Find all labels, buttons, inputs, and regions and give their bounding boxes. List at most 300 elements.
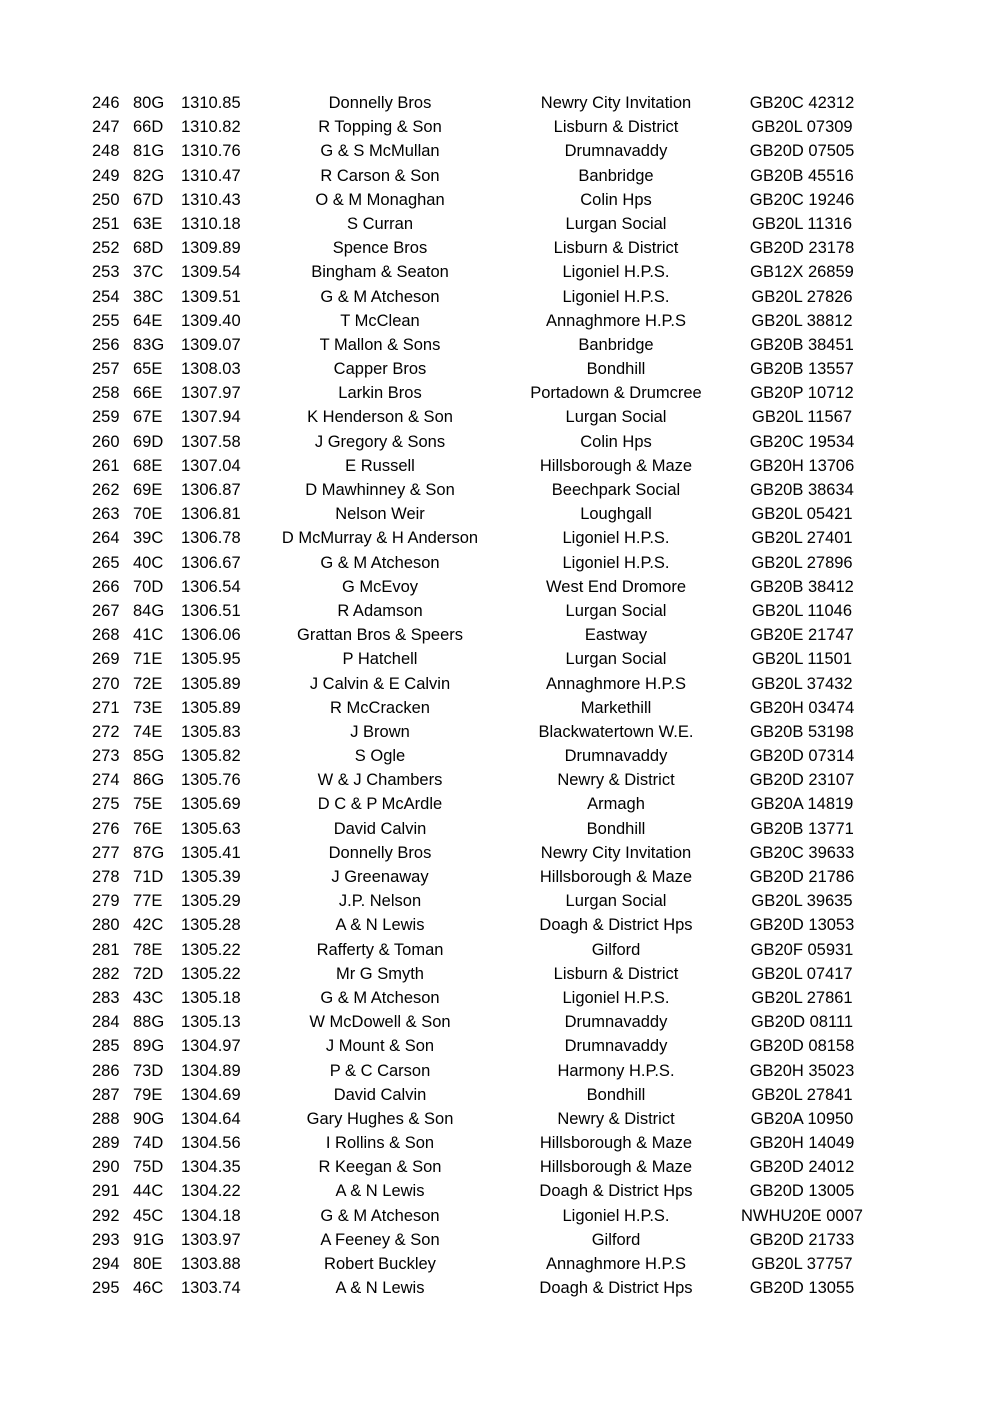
section-code-cell: 43C [133, 988, 164, 1007]
member-name-cell: Donnelly Bros [328, 94, 432, 112]
velocity-cell: 1304.89 [181, 1061, 241, 1080]
velocity-cell: 1309.07 [181, 335, 241, 354]
member-name-cell: Gary Hughes & Son [306, 1109, 454, 1128]
club-cell: Newry City Invitation [540, 843, 692, 862]
table-row [0, 236, 993, 260]
section-code-cell: 76E [133, 819, 163, 838]
position-cell: 290 [92, 1158, 120, 1177]
velocity-cell: 1309.51 [181, 287, 241, 306]
position-cell: 274 [92, 771, 120, 790]
ring-number-cell: GB20B 13557 [750, 360, 854, 379]
member-name-cell: G & M Atcheson [320, 1206, 440, 1225]
velocity-cell: 1308.03 [181, 360, 241, 379]
position-cell: 270 [92, 674, 120, 693]
position-cell: 273 [92, 747, 120, 766]
ring-number-cell: GB20L 39635 [751, 892, 853, 911]
table-row [0, 889, 993, 913]
position-cell: 255 [92, 311, 120, 330]
position-cell: 295 [92, 1279, 120, 1298]
member-name-cell: S Ogle [354, 747, 406, 766]
table-row [0, 381, 993, 405]
position-cell: 280 [92, 916, 120, 935]
ring-number-cell: GB20L 11501 [752, 650, 852, 669]
table-row [0, 938, 993, 962]
ring-number-cell: GB20D 21786 [749, 868, 855, 886]
ring-number-cell: GB20D 21733 [749, 1230, 855, 1249]
section-code-cell: 44C [133, 1182, 164, 1201]
table-row [0, 91, 993, 115]
club-cell: Hillsborough & Maze [539, 868, 693, 886]
velocity-cell: 1306.51 [181, 601, 241, 620]
section-code-cell: 80E [133, 1255, 163, 1273]
member-name-cell: Spence Bros [332, 239, 428, 258]
member-name-cell: J Calvin & E Calvin [309, 674, 451, 693]
member-name-cell: Nelson Weir [335, 505, 425, 524]
ring-number-cell: GB20B 13771 [750, 819, 854, 838]
position-cell: 275 [92, 795, 120, 814]
ring-number-cell: GB20L 37432 [751, 674, 853, 693]
club-cell: Markethill [580, 698, 652, 717]
ring-number-cell: GB20D 13053 [749, 916, 855, 935]
ring-number-cell: GB20H 14049 [749, 1134, 855, 1153]
velocity-cell: 1304.97 [181, 1037, 241, 1056]
position-cell: 285 [92, 1037, 120, 1056]
velocity-cell: 1307.58 [181, 432, 241, 451]
member-name-cell: S Curran [346, 214, 414, 233]
table-row [0, 357, 993, 381]
section-code-cell: 70D [133, 577, 164, 596]
section-code-cell: 80G [133, 94, 165, 112]
table-row [0, 454, 993, 478]
table-row [0, 720, 993, 744]
table-row [0, 865, 993, 889]
club-cell: Lisburn & District [553, 239, 679, 258]
member-name-cell: Grattan Bros & Speers [297, 626, 463, 645]
ring-number-cell: GB20H 03474 [749, 698, 855, 717]
table-row [0, 309, 993, 333]
table-row [0, 139, 993, 163]
section-code-cell: 82G [133, 166, 165, 185]
table-row [0, 1155, 993, 1179]
ring-number-cell: GB20D 24012 [749, 1158, 855, 1177]
club-cell: Blackwatertown W.E. [538, 722, 694, 741]
member-name-cell: K Henderson & Son [307, 408, 453, 427]
section-code-cell: 77E [133, 892, 163, 911]
position-cell: 271 [92, 698, 120, 717]
velocity-cell: 1310.85 [181, 94, 241, 112]
member-name-cell: A & N Lewis [335, 916, 425, 935]
section-code-cell: 78E [133, 940, 163, 959]
member-name-cell: R Adamson [337, 601, 423, 620]
section-code-cell: 89G [133, 1037, 165, 1056]
ring-number-cell: GB20L 37757 [751, 1255, 853, 1273]
ring-number-cell: GB20B 38412 [750, 577, 854, 596]
velocity-cell: 1310.43 [181, 190, 241, 209]
club-cell: Drumnavaddy [564, 142, 668, 161]
member-name-cell: R Carson & Son [320, 166, 440, 185]
ring-number-cell: GB20A 14819 [750, 795, 854, 814]
table-row [0, 1083, 993, 1107]
ring-number-cell: GB20L 07309 [751, 118, 853, 137]
ring-number-cell: GB20L 27841 [751, 1085, 853, 1104]
table-row [0, 1131, 993, 1155]
member-name-cell: G McEvoy [341, 577, 419, 596]
member-name-cell: G & M Atcheson [320, 287, 440, 306]
table-row [0, 188, 993, 212]
table-row [0, 430, 993, 454]
club-cell: Newry & District [557, 771, 675, 790]
ring-number-cell: GB20F 05931 [750, 940, 854, 959]
section-code-cell: 71D [133, 868, 164, 886]
club-cell: Ligoniel H.P.S. [562, 988, 670, 1007]
ring-number-cell: GB12X 26859 [750, 263, 854, 282]
member-name-cell: G & M Atcheson [320, 553, 440, 572]
position-cell: 250 [92, 190, 120, 209]
section-code-cell: 42C [133, 916, 164, 935]
section-code-cell: 40C [133, 553, 164, 572]
member-name-cell: Donnelly Bros [328, 843, 432, 862]
velocity-cell: 1305.22 [181, 964, 241, 983]
section-code-cell: 67D [133, 190, 164, 209]
club-cell: Bondhill [586, 819, 646, 838]
section-code-cell: 73D [133, 1061, 164, 1080]
table-row [0, 285, 993, 309]
position-cell: 253 [92, 263, 120, 282]
ring-number-cell: GB20D 23178 [749, 239, 855, 258]
position-cell: 256 [92, 335, 120, 354]
position-cell: 293 [92, 1230, 120, 1249]
position-cell: 257 [92, 360, 120, 379]
position-cell: 248 [92, 142, 120, 161]
position-cell: 269 [92, 650, 120, 669]
velocity-cell: 1307.97 [181, 384, 241, 403]
position-cell: 291 [92, 1182, 120, 1201]
position-cell: 294 [92, 1255, 120, 1273]
velocity-cell: 1305.83 [181, 722, 241, 741]
club-cell: Hillsborough & Maze [539, 1134, 693, 1153]
section-code-cell: 74E [133, 722, 163, 741]
position-cell: 265 [92, 553, 120, 572]
club-cell: Banbridge [578, 166, 654, 185]
member-name-cell: Mr G Smyth [335, 964, 424, 983]
member-name-cell: W & J Chambers [317, 771, 443, 790]
ring-number-cell: GB20L 11046 [752, 601, 852, 620]
velocity-cell: 1307.94 [181, 408, 241, 427]
club-cell: Eastway [584, 626, 648, 645]
velocity-cell: 1305.76 [181, 771, 241, 790]
ring-number-cell: GB20B 45516 [750, 166, 854, 185]
position-cell: 281 [92, 940, 120, 959]
table-row [0, 744, 993, 768]
ring-number-cell: GB20B 38634 [750, 481, 854, 499]
club-cell: Lurgan Social [565, 650, 667, 669]
table-row [0, 478, 993, 502]
position-cell: 292 [92, 1206, 120, 1225]
ring-number-cell: GB20D 08158 [749, 1037, 855, 1056]
section-code-cell: 38C [133, 287, 164, 306]
table-row [0, 962, 993, 986]
club-cell: Ligoniel H.P.S. [562, 529, 670, 548]
position-cell: 261 [92, 456, 120, 475]
section-code-cell: 72E [133, 674, 163, 693]
table-row [0, 623, 993, 647]
member-name-cell: A Feeney & Son [320, 1230, 440, 1249]
ring-number-cell: GB20L 27826 [751, 287, 853, 306]
table-row [0, 792, 993, 816]
velocity-cell: 1309.54 [181, 263, 241, 282]
member-name-cell: J Brown [350, 722, 410, 741]
section-code-cell: 79E [133, 1085, 163, 1104]
member-name-cell: D Mawhinney & Son [305, 481, 455, 499]
velocity-cell: 1309.40 [181, 311, 241, 330]
section-code-cell: 45C [133, 1206, 164, 1225]
club-cell: Armagh [587, 795, 645, 814]
member-name-cell: Bingham & Seaton [311, 263, 449, 282]
position-cell: 279 [92, 892, 120, 911]
section-code-cell: 81G [133, 142, 165, 161]
ring-number-cell: GB20L 27896 [751, 553, 853, 572]
member-name-cell: R Topping & Son [318, 118, 442, 137]
club-cell: Hillsborough & Maze [539, 1158, 693, 1177]
section-code-cell: 88G [133, 1013, 165, 1032]
member-name-cell: David Calvin [333, 1085, 427, 1104]
section-code-cell: 75D [133, 1158, 164, 1177]
section-code-cell: 70E [133, 505, 163, 524]
ring-number-cell: GB20D 07314 [749, 747, 855, 766]
position-cell: 283 [92, 988, 120, 1007]
velocity-cell: 1305.13 [181, 1013, 241, 1032]
member-name-cell: R McCracken [330, 698, 430, 717]
ring-number-cell: GB20L 11567 [752, 408, 852, 427]
section-code-cell: 69E [133, 481, 163, 499]
position-cell: 268 [92, 626, 120, 645]
club-cell: Doagh & District Hps [539, 1182, 693, 1201]
velocity-cell: 1305.29 [181, 892, 241, 911]
table-row [0, 1034, 993, 1058]
position-cell: 262 [92, 481, 120, 499]
results-table [0, 91, 993, 1300]
section-code-cell: 73E [133, 698, 163, 717]
ring-number-cell: GB20D 23107 [749, 771, 855, 790]
table-row [0, 696, 993, 720]
club-cell: Hillsborough & Maze [539, 456, 693, 475]
section-code-cell: 37C [133, 263, 164, 282]
table-row [0, 164, 993, 188]
velocity-cell: 1303.74 [181, 1279, 241, 1298]
ring-number-cell: GB20D 13055 [749, 1279, 855, 1298]
club-cell: Ligoniel H.P.S. [562, 1206, 670, 1225]
ring-number-cell: GB20B 38451 [750, 335, 854, 354]
velocity-cell: 1305.82 [181, 747, 241, 766]
position-cell: 278 [92, 868, 120, 886]
club-cell: Lurgan Social [565, 892, 667, 911]
table-row [0, 1059, 993, 1083]
club-cell: Gilford [591, 940, 641, 959]
ring-number-cell: GB20C 19246 [749, 190, 855, 209]
club-cell: Lurgan Social [565, 214, 667, 233]
table-row [0, 672, 993, 696]
club-cell: Doagh & District Hps [539, 916, 693, 935]
table-row [0, 986, 993, 1010]
club-cell: Ligoniel H.P.S. [562, 553, 670, 572]
velocity-cell: 1306.81 [181, 505, 241, 524]
table-row [0, 1204, 993, 1228]
club-cell: Lurgan Social [565, 601, 667, 620]
member-name-cell: D C & P McArdle [317, 795, 443, 814]
position-cell: 282 [92, 964, 120, 983]
position-cell: 272 [92, 722, 120, 741]
club-cell: Colin Hps [580, 190, 652, 209]
velocity-cell: 1305.95 [181, 650, 241, 669]
velocity-cell: 1304.69 [181, 1085, 241, 1104]
position-cell: 277 [92, 843, 120, 862]
member-name-cell: T Mallon & Sons [319, 335, 441, 354]
ring-number-cell: GB20P 10712 [750, 384, 854, 403]
club-cell: Ligoniel H.P.S. [562, 287, 670, 306]
section-code-cell: 84G [133, 601, 165, 620]
position-cell: 259 [92, 408, 120, 427]
ring-number-cell: GB20H 35023 [749, 1061, 855, 1080]
section-code-cell: 91G [133, 1230, 165, 1249]
member-name-cell: P Hatchell [342, 650, 418, 669]
position-cell: 266 [92, 577, 120, 596]
table-row [0, 1010, 993, 1034]
velocity-cell: 1306.87 [181, 481, 241, 499]
table-row [0, 502, 993, 526]
velocity-cell: 1305.69 [181, 795, 241, 814]
velocity-cell: 1304.22 [181, 1182, 241, 1201]
table-row [0, 1179, 993, 1203]
velocity-cell: 1310.82 [181, 118, 241, 137]
ring-number-cell: GB20B 53198 [750, 722, 854, 741]
section-code-cell: 69D [133, 432, 164, 451]
club-cell: Lisburn & District [553, 118, 679, 137]
position-cell: 289 [92, 1134, 120, 1153]
club-cell: Drumnavaddy [564, 1013, 668, 1032]
table-row [0, 1107, 993, 1131]
club-cell: Beechpark Social [551, 481, 681, 499]
table-row [0, 405, 993, 429]
member-name-cell: P & C Carson [329, 1061, 431, 1080]
velocity-cell: 1305.63 [181, 819, 241, 838]
velocity-cell: 1305.39 [181, 868, 241, 886]
member-name-cell: G & S McMullan [320, 142, 440, 161]
ring-number-cell: GB20L 27861 [751, 988, 853, 1007]
section-code-cell: 39C [133, 529, 164, 548]
table-row [0, 575, 993, 599]
section-code-cell: 75E [133, 795, 163, 814]
club-cell: Newry & District [557, 1109, 675, 1128]
ring-number-cell: GB20E 21747 [750, 626, 854, 645]
position-cell: 258 [92, 384, 120, 403]
ring-number-cell: NWHU20E 0007 [741, 1206, 863, 1225]
velocity-cell: 1310.18 [181, 214, 241, 233]
table-row [0, 115, 993, 139]
member-name-cell: T McClean [340, 311, 420, 330]
member-name-cell: A & N Lewis [335, 1279, 425, 1298]
position-cell: 286 [92, 1061, 120, 1080]
ring-number-cell: GB20C 39633 [749, 843, 855, 862]
club-cell: Bondhill [586, 1085, 646, 1104]
club-cell: Loughgall [580, 505, 652, 524]
club-cell: Annaghmore H.P.S [545, 674, 687, 693]
member-name-cell: J Mount & Son [325, 1037, 435, 1056]
ring-number-cell: GB20L 38812 [751, 311, 853, 330]
club-cell: Ligoniel H.P.S. [562, 263, 670, 282]
position-cell: 260 [92, 432, 120, 451]
member-name-cell: D McMurray & H Anderson [281, 529, 479, 548]
table-row [0, 333, 993, 357]
section-code-cell: 41C [133, 626, 164, 645]
member-name-cell: Robert Buckley [324, 1255, 436, 1273]
section-code-cell: 64E [133, 311, 163, 330]
member-name-cell: J Gregory & Sons [314, 432, 446, 451]
table-row [0, 551, 993, 575]
member-name-cell: W McDowell & Son [309, 1013, 451, 1032]
section-code-cell: 66D [133, 118, 164, 137]
member-name-cell: Capper Bros [333, 360, 427, 379]
table-row [0, 1228, 993, 1252]
table-row [0, 647, 993, 671]
section-code-cell: 72D [133, 964, 164, 983]
position-cell: 263 [92, 505, 120, 524]
member-name-cell: E Russell [345, 456, 415, 475]
velocity-cell: 1307.04 [181, 456, 241, 475]
club-cell: West End Dromore [546, 577, 686, 596]
club-cell: Harmony H.P.S. [557, 1061, 675, 1080]
velocity-cell: 1305.18 [181, 988, 241, 1007]
velocity-cell: 1303.88 [181, 1255, 241, 1273]
velocity-cell: 1303.97 [181, 1230, 241, 1249]
position-cell: 254 [92, 287, 120, 306]
member-name-cell: O & M Monaghan [315, 190, 445, 209]
velocity-cell: 1309.89 [181, 239, 241, 258]
member-name-cell: R Keegan & Son [318, 1158, 442, 1177]
club-cell: Gilford [591, 1230, 641, 1249]
velocity-cell: 1310.76 [181, 142, 241, 161]
position-cell: 276 [92, 819, 120, 838]
section-code-cell: 68E [133, 456, 163, 475]
club-cell: Annaghmore H.P.S [545, 311, 687, 330]
member-name-cell: G & M Atcheson [320, 988, 440, 1007]
club-cell: Bondhill [586, 360, 646, 379]
section-code-cell: 83G [133, 335, 165, 354]
velocity-cell: 1306.67 [181, 553, 241, 572]
ring-number-cell: GB20H 13706 [749, 456, 855, 475]
position-cell: 288 [92, 1109, 120, 1128]
member-name-cell: J Greenaway [331, 868, 429, 886]
position-cell: 252 [92, 239, 120, 258]
club-cell: Drumnavaddy [564, 747, 668, 766]
table-row [0, 841, 993, 865]
position-cell: 264 [92, 529, 120, 548]
velocity-cell: 1304.64 [181, 1109, 241, 1128]
table-row [0, 913, 993, 937]
velocity-cell: 1305.89 [181, 698, 241, 717]
section-code-cell: 66E [133, 384, 163, 403]
section-code-cell: 87G [133, 843, 165, 862]
ring-number-cell: GB20C 19534 [749, 432, 855, 451]
position-cell: 287 [92, 1085, 120, 1104]
ring-number-cell: GB20D 08111 [750, 1013, 854, 1032]
position-cell: 247 [92, 118, 120, 137]
velocity-cell: 1305.41 [181, 843, 241, 862]
section-code-cell: 74D [133, 1134, 164, 1153]
ring-number-cell: GB20L 05421 [751, 505, 853, 524]
table-row [0, 1252, 993, 1276]
table-row [0, 768, 993, 792]
velocity-cell: 1305.28 [181, 916, 241, 935]
